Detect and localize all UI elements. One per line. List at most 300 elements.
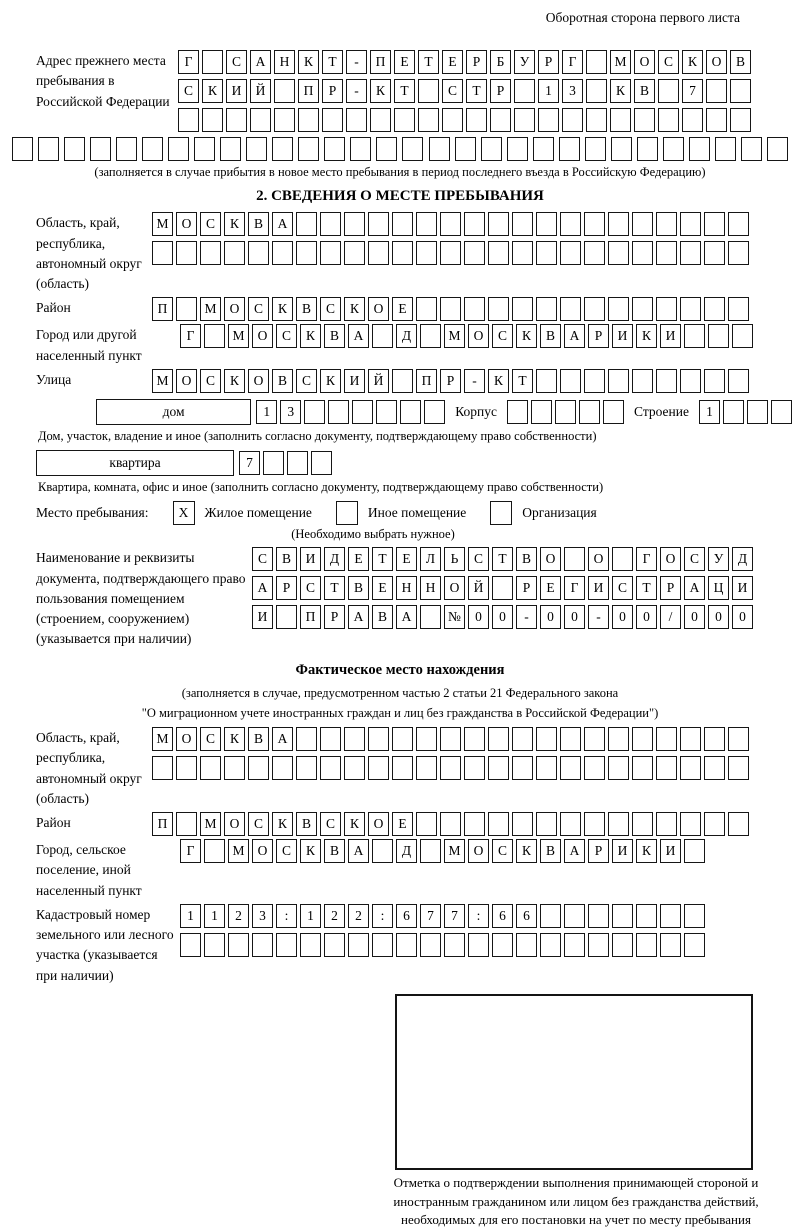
char-box[interactable] <box>584 241 605 265</box>
char-box[interactable]: К <box>300 324 321 348</box>
char-box[interactable] <box>152 241 173 265</box>
char-box[interactable] <box>767 137 788 161</box>
char-box[interactable]: С <box>276 324 297 348</box>
char-box[interactable]: О <box>540 547 561 571</box>
char-box[interactable] <box>12 137 33 161</box>
char-box[interactable]: М <box>200 812 221 836</box>
char-box[interactable]: 6 <box>516 904 537 928</box>
char-box[interactable] <box>536 369 557 393</box>
char-box[interactable] <box>116 137 137 161</box>
char-box[interactable] <box>564 904 585 928</box>
char-box[interactable]: 0 <box>708 605 729 629</box>
char-box[interactable]: И <box>612 324 633 348</box>
char-box[interactable]: В <box>324 839 345 863</box>
char-box[interactable] <box>682 108 703 132</box>
char-box[interactable]: С <box>612 576 633 600</box>
char-box[interactable]: А <box>348 605 369 629</box>
char-box[interactable] <box>204 324 225 348</box>
char-box[interactable] <box>728 369 749 393</box>
char-box[interactable]: Р <box>538 50 559 74</box>
char-box[interactable] <box>684 839 705 863</box>
char-box[interactable]: П <box>152 812 173 836</box>
char-box[interactable] <box>560 369 581 393</box>
char-box[interactable] <box>344 212 365 236</box>
char-box[interactable]: С <box>200 212 221 236</box>
char-box[interactable]: М <box>610 50 631 74</box>
char-box[interactable] <box>728 241 749 265</box>
char-box[interactable] <box>348 933 369 957</box>
char-box[interactable] <box>324 137 345 161</box>
char-box[interactable]: И <box>344 369 365 393</box>
char-box[interactable] <box>512 241 533 265</box>
char-box[interactable]: 7 <box>682 79 703 103</box>
char-box[interactable] <box>492 576 513 600</box>
char-box[interactable]: А <box>250 50 271 74</box>
char-box[interactable] <box>200 756 221 780</box>
char-box[interactable] <box>464 297 485 321</box>
char-box[interactable] <box>608 297 629 321</box>
char-box[interactable] <box>706 108 727 132</box>
char-box[interactable] <box>276 605 297 629</box>
char-box[interactable] <box>564 547 585 571</box>
char-box[interactable]: 0 <box>636 605 657 629</box>
char-box[interactable]: Н <box>274 50 295 74</box>
char-box[interactable] <box>328 400 349 424</box>
char-box[interactable] <box>540 933 561 957</box>
char-box[interactable] <box>658 79 679 103</box>
char-box[interactable] <box>372 839 393 863</box>
char-box[interactable] <box>274 108 295 132</box>
char-box[interactable] <box>420 324 441 348</box>
char-box[interactable]: 3 <box>252 904 273 928</box>
char-box[interactable] <box>612 904 633 928</box>
char-box[interactable] <box>560 756 581 780</box>
char-box[interactable]: С <box>276 839 297 863</box>
char-box[interactable] <box>298 137 319 161</box>
char-box[interactable] <box>202 50 223 74</box>
char-box[interactable] <box>560 212 581 236</box>
char-box[interactable]: К <box>636 324 657 348</box>
char-box[interactable] <box>90 137 111 161</box>
char-box[interactable]: Н <box>420 576 441 600</box>
char-box[interactable]: 0 <box>540 605 561 629</box>
char-box[interactable] <box>392 756 413 780</box>
char-box[interactable] <box>350 137 371 161</box>
char-box[interactable] <box>464 727 485 751</box>
char-box[interactable] <box>416 727 437 751</box>
char-box[interactable] <box>440 727 461 751</box>
char-box[interactable] <box>416 212 437 236</box>
char-box[interactable]: Е <box>442 50 463 74</box>
char-box[interactable]: 1 <box>256 400 277 424</box>
char-box[interactable] <box>514 108 535 132</box>
char-box[interactable] <box>684 933 705 957</box>
char-box[interactable]: М <box>444 839 465 863</box>
char-box[interactable]: 6 <box>396 904 417 928</box>
char-box[interactable] <box>663 137 684 161</box>
char-box[interactable]: С <box>252 547 273 571</box>
char-box[interactable] <box>300 933 321 957</box>
char-box[interactable] <box>152 756 173 780</box>
char-box[interactable]: С <box>320 812 341 836</box>
char-box[interactable] <box>531 400 552 424</box>
char-box[interactable] <box>440 297 461 321</box>
char-box[interactable] <box>490 108 511 132</box>
char-box[interactable]: В <box>634 79 655 103</box>
char-box[interactable] <box>684 904 705 928</box>
char-box[interactable] <box>464 212 485 236</box>
char-box[interactable] <box>708 324 729 348</box>
char-box[interactable]: И <box>252 605 273 629</box>
char-box[interactable]: И <box>300 547 321 571</box>
char-box[interactable] <box>732 324 753 348</box>
char-box[interactable]: В <box>540 324 561 348</box>
char-box[interactable] <box>632 369 653 393</box>
char-box[interactable] <box>248 241 269 265</box>
char-box[interactable] <box>368 241 389 265</box>
char-box[interactable] <box>512 756 533 780</box>
char-box[interactable]: Г <box>180 324 201 348</box>
char-box[interactable]: В <box>248 727 269 751</box>
char-box[interactable] <box>272 241 293 265</box>
char-box[interactable] <box>220 137 241 161</box>
char-box[interactable] <box>636 933 657 957</box>
char-box[interactable] <box>252 933 273 957</box>
char-box[interactable]: И <box>588 576 609 600</box>
char-box[interactable] <box>272 137 293 161</box>
char-box[interactable]: Д <box>396 839 417 863</box>
char-box[interactable] <box>372 933 393 957</box>
char-box[interactable]: П <box>300 605 321 629</box>
char-box[interactable] <box>704 727 725 751</box>
char-box[interactable]: О <box>176 369 197 393</box>
char-box[interactable]: О <box>468 839 489 863</box>
char-box[interactable] <box>488 756 509 780</box>
char-box[interactable]: С <box>248 812 269 836</box>
char-box[interactable] <box>420 933 441 957</box>
char-box[interactable] <box>715 137 736 161</box>
char-box[interactable]: 0 <box>492 605 513 629</box>
char-box[interactable]: - <box>464 369 485 393</box>
char-box[interactable] <box>466 108 487 132</box>
char-box[interactable] <box>588 904 609 928</box>
char-box[interactable] <box>536 727 557 751</box>
char-box[interactable] <box>684 324 705 348</box>
char-box[interactable]: Т <box>636 576 657 600</box>
char-box[interactable] <box>656 812 677 836</box>
char-box[interactable] <box>588 933 609 957</box>
char-box[interactable]: М <box>444 324 465 348</box>
char-box[interactable] <box>730 108 751 132</box>
char-box[interactable] <box>368 756 389 780</box>
char-box[interactable] <box>704 212 725 236</box>
char-box[interactable]: / <box>660 605 681 629</box>
char-box[interactable] <box>771 400 792 424</box>
char-box[interactable]: К <box>516 324 537 348</box>
char-box[interactable] <box>416 297 437 321</box>
char-box[interactable] <box>180 933 201 957</box>
char-box[interactable] <box>680 241 701 265</box>
char-box[interactable]: Т <box>372 547 393 571</box>
char-box[interactable] <box>656 727 677 751</box>
char-box[interactable] <box>608 369 629 393</box>
char-box[interactable] <box>418 108 439 132</box>
char-box[interactable] <box>564 933 585 957</box>
char-box[interactable]: А <box>348 324 369 348</box>
char-box[interactable]: Т <box>418 50 439 74</box>
char-box[interactable]: Д <box>732 547 753 571</box>
char-box[interactable]: С <box>200 727 221 751</box>
char-box[interactable] <box>440 241 461 265</box>
char-box[interactable] <box>464 241 485 265</box>
char-box[interactable]: М <box>152 212 173 236</box>
char-box[interactable]: - <box>346 50 367 74</box>
char-box[interactable] <box>38 137 59 161</box>
char-box[interactable] <box>536 756 557 780</box>
char-box[interactable] <box>296 756 317 780</box>
char-box[interactable] <box>176 756 197 780</box>
char-box[interactable] <box>728 812 749 836</box>
char-box[interactable]: 0 <box>564 605 585 629</box>
char-box[interactable]: О <box>176 212 197 236</box>
char-box[interactable] <box>656 241 677 265</box>
char-box[interactable]: М <box>200 297 221 321</box>
char-box[interactable] <box>392 727 413 751</box>
char-box[interactable]: С <box>468 547 489 571</box>
char-box[interactable] <box>538 108 559 132</box>
char-box[interactable] <box>246 137 267 161</box>
char-box[interactable]: Л <box>420 547 441 571</box>
char-box[interactable] <box>512 297 533 321</box>
char-box[interactable] <box>320 212 341 236</box>
char-box[interactable] <box>730 79 751 103</box>
char-box[interactable] <box>540 904 561 928</box>
char-box[interactable] <box>610 108 631 132</box>
char-box[interactable] <box>176 297 197 321</box>
char-box[interactable]: Б <box>490 50 511 74</box>
char-box[interactable]: Р <box>588 324 609 348</box>
char-box[interactable]: : <box>468 904 489 928</box>
char-box[interactable] <box>296 212 317 236</box>
char-box[interactable] <box>632 212 653 236</box>
char-box[interactable] <box>584 297 605 321</box>
char-box[interactable] <box>376 137 397 161</box>
char-box[interactable]: К <box>320 369 341 393</box>
char-box[interactable] <box>298 108 319 132</box>
char-box[interactable] <box>320 727 341 751</box>
char-box[interactable] <box>704 369 725 393</box>
char-box[interactable] <box>728 212 749 236</box>
char-box[interactable] <box>728 727 749 751</box>
char-box[interactable] <box>200 241 221 265</box>
char-box[interactable] <box>507 137 528 161</box>
char-box[interactable] <box>176 812 197 836</box>
char-box[interactable]: А <box>272 212 293 236</box>
char-box[interactable]: М <box>152 727 173 751</box>
char-box[interactable] <box>368 727 389 751</box>
char-box[interactable] <box>562 108 583 132</box>
char-box[interactable]: Г <box>562 50 583 74</box>
char-box[interactable] <box>636 904 657 928</box>
char-box[interactable]: В <box>540 839 561 863</box>
char-box[interactable]: В <box>248 212 269 236</box>
char-box[interactable] <box>536 812 557 836</box>
char-box[interactable]: К <box>488 369 509 393</box>
char-box[interactable]: : <box>372 904 393 928</box>
char-box[interactable]: В <box>276 547 297 571</box>
char-box[interactable] <box>204 839 225 863</box>
char-box[interactable] <box>194 137 215 161</box>
char-box[interactable] <box>704 756 725 780</box>
char-box[interactable]: Е <box>392 812 413 836</box>
char-box[interactable]: К <box>224 212 245 236</box>
char-box[interactable]: Е <box>394 50 415 74</box>
char-box[interactable] <box>424 400 445 424</box>
char-box[interactable] <box>637 137 658 161</box>
char-box[interactable]: Е <box>372 576 393 600</box>
char-box[interactable]: В <box>516 547 537 571</box>
char-box[interactable] <box>608 727 629 751</box>
char-box[interactable]: 1 <box>204 904 225 928</box>
char-box[interactable]: : <box>276 904 297 928</box>
char-box[interactable]: Р <box>490 79 511 103</box>
char-box[interactable] <box>603 400 624 424</box>
char-box[interactable] <box>202 108 223 132</box>
char-box[interactable]: Г <box>178 50 199 74</box>
char-box[interactable] <box>488 241 509 265</box>
char-box[interactable]: В <box>296 812 317 836</box>
char-box[interactable]: С <box>684 547 705 571</box>
char-box[interactable]: С <box>248 297 269 321</box>
char-box[interactable]: 1 <box>300 904 321 928</box>
char-box[interactable]: В <box>730 50 751 74</box>
char-box[interactable] <box>585 137 606 161</box>
char-box[interactable] <box>741 137 762 161</box>
char-box[interactable]: И <box>660 324 681 348</box>
char-box[interactable] <box>204 933 225 957</box>
char-box[interactable] <box>420 605 441 629</box>
char-box[interactable]: С <box>658 50 679 74</box>
char-box[interactable]: Т <box>512 369 533 393</box>
char-box[interactable] <box>656 212 677 236</box>
char-box[interactable] <box>728 297 749 321</box>
char-box[interactable] <box>168 137 189 161</box>
char-box[interactable]: О <box>444 576 465 600</box>
char-box[interactable] <box>586 79 607 103</box>
char-box[interactable] <box>304 400 325 424</box>
char-box[interactable] <box>632 297 653 321</box>
char-box[interactable]: - <box>516 605 537 629</box>
char-box[interactable]: С <box>320 297 341 321</box>
char-box[interactable] <box>224 756 245 780</box>
char-box[interactable]: О <box>248 369 269 393</box>
char-box[interactable]: В <box>372 605 393 629</box>
char-box[interactable]: И <box>732 576 753 600</box>
char-box[interactable]: О <box>224 812 245 836</box>
char-box[interactable] <box>608 241 629 265</box>
char-box[interactable] <box>488 727 509 751</box>
char-box[interactable] <box>680 756 701 780</box>
char-box[interactable] <box>507 400 528 424</box>
char-box[interactable] <box>394 108 415 132</box>
char-box[interactable] <box>464 756 485 780</box>
char-box[interactable] <box>311 451 332 475</box>
char-box[interactable]: К <box>516 839 537 863</box>
char-box[interactable] <box>728 756 749 780</box>
char-box[interactable]: Р <box>516 576 537 600</box>
char-box[interactable] <box>488 212 509 236</box>
char-box[interactable] <box>344 727 365 751</box>
char-box[interactable]: Й <box>250 79 271 103</box>
char-box[interactable] <box>440 212 461 236</box>
char-box[interactable] <box>224 241 245 265</box>
char-box[interactable] <box>612 547 633 571</box>
char-box[interactable]: С <box>200 369 221 393</box>
char-box[interactable]: А <box>348 839 369 863</box>
char-box[interactable]: 2 <box>228 904 249 928</box>
organization-checkbox[interactable] <box>490 501 512 525</box>
char-box[interactable] <box>429 137 450 161</box>
char-box[interactable] <box>584 212 605 236</box>
char-box[interactable] <box>440 756 461 780</box>
char-box[interactable]: О <box>252 324 273 348</box>
char-box[interactable] <box>352 400 373 424</box>
char-box[interactable] <box>296 727 317 751</box>
char-box[interactable]: Р <box>276 576 297 600</box>
char-box[interactable]: Е <box>396 547 417 571</box>
char-box[interactable] <box>455 137 476 161</box>
char-box[interactable]: К <box>272 812 293 836</box>
char-box[interactable] <box>579 400 600 424</box>
char-box[interactable] <box>560 241 581 265</box>
char-box[interactable] <box>560 812 581 836</box>
char-box[interactable]: У <box>708 547 729 571</box>
char-box[interactable] <box>747 400 768 424</box>
char-box[interactable]: Й <box>468 576 489 600</box>
char-box[interactable]: 1 <box>538 79 559 103</box>
char-box[interactable]: О <box>252 839 273 863</box>
char-box[interactable]: С <box>492 324 513 348</box>
char-box[interactable]: Р <box>440 369 461 393</box>
char-box[interactable] <box>370 108 391 132</box>
char-box[interactable]: О <box>588 547 609 571</box>
char-box[interactable] <box>634 108 655 132</box>
char-box[interactable]: О <box>368 812 389 836</box>
char-box[interactable] <box>680 812 701 836</box>
char-box[interactable]: 2 <box>348 904 369 928</box>
char-box[interactable]: А <box>396 605 417 629</box>
char-box[interactable] <box>400 400 421 424</box>
char-box[interactable]: П <box>370 50 391 74</box>
char-box[interactable]: Е <box>540 576 561 600</box>
char-box[interactable] <box>420 839 441 863</box>
char-box[interactable] <box>287 451 308 475</box>
char-box[interactable]: К <box>300 839 321 863</box>
char-box[interactable] <box>536 212 557 236</box>
char-box[interactable]: Д <box>324 547 345 571</box>
char-box[interactable] <box>611 137 632 161</box>
char-box[interactable]: К <box>344 812 365 836</box>
char-box[interactable] <box>344 241 365 265</box>
char-box[interactable] <box>263 451 284 475</box>
char-box[interactable] <box>632 241 653 265</box>
char-box[interactable]: П <box>416 369 437 393</box>
char-box[interactable] <box>660 904 681 928</box>
char-box[interactable] <box>416 241 437 265</box>
char-box[interactable] <box>612 933 633 957</box>
char-box[interactable] <box>680 212 701 236</box>
char-box[interactable] <box>142 137 163 161</box>
